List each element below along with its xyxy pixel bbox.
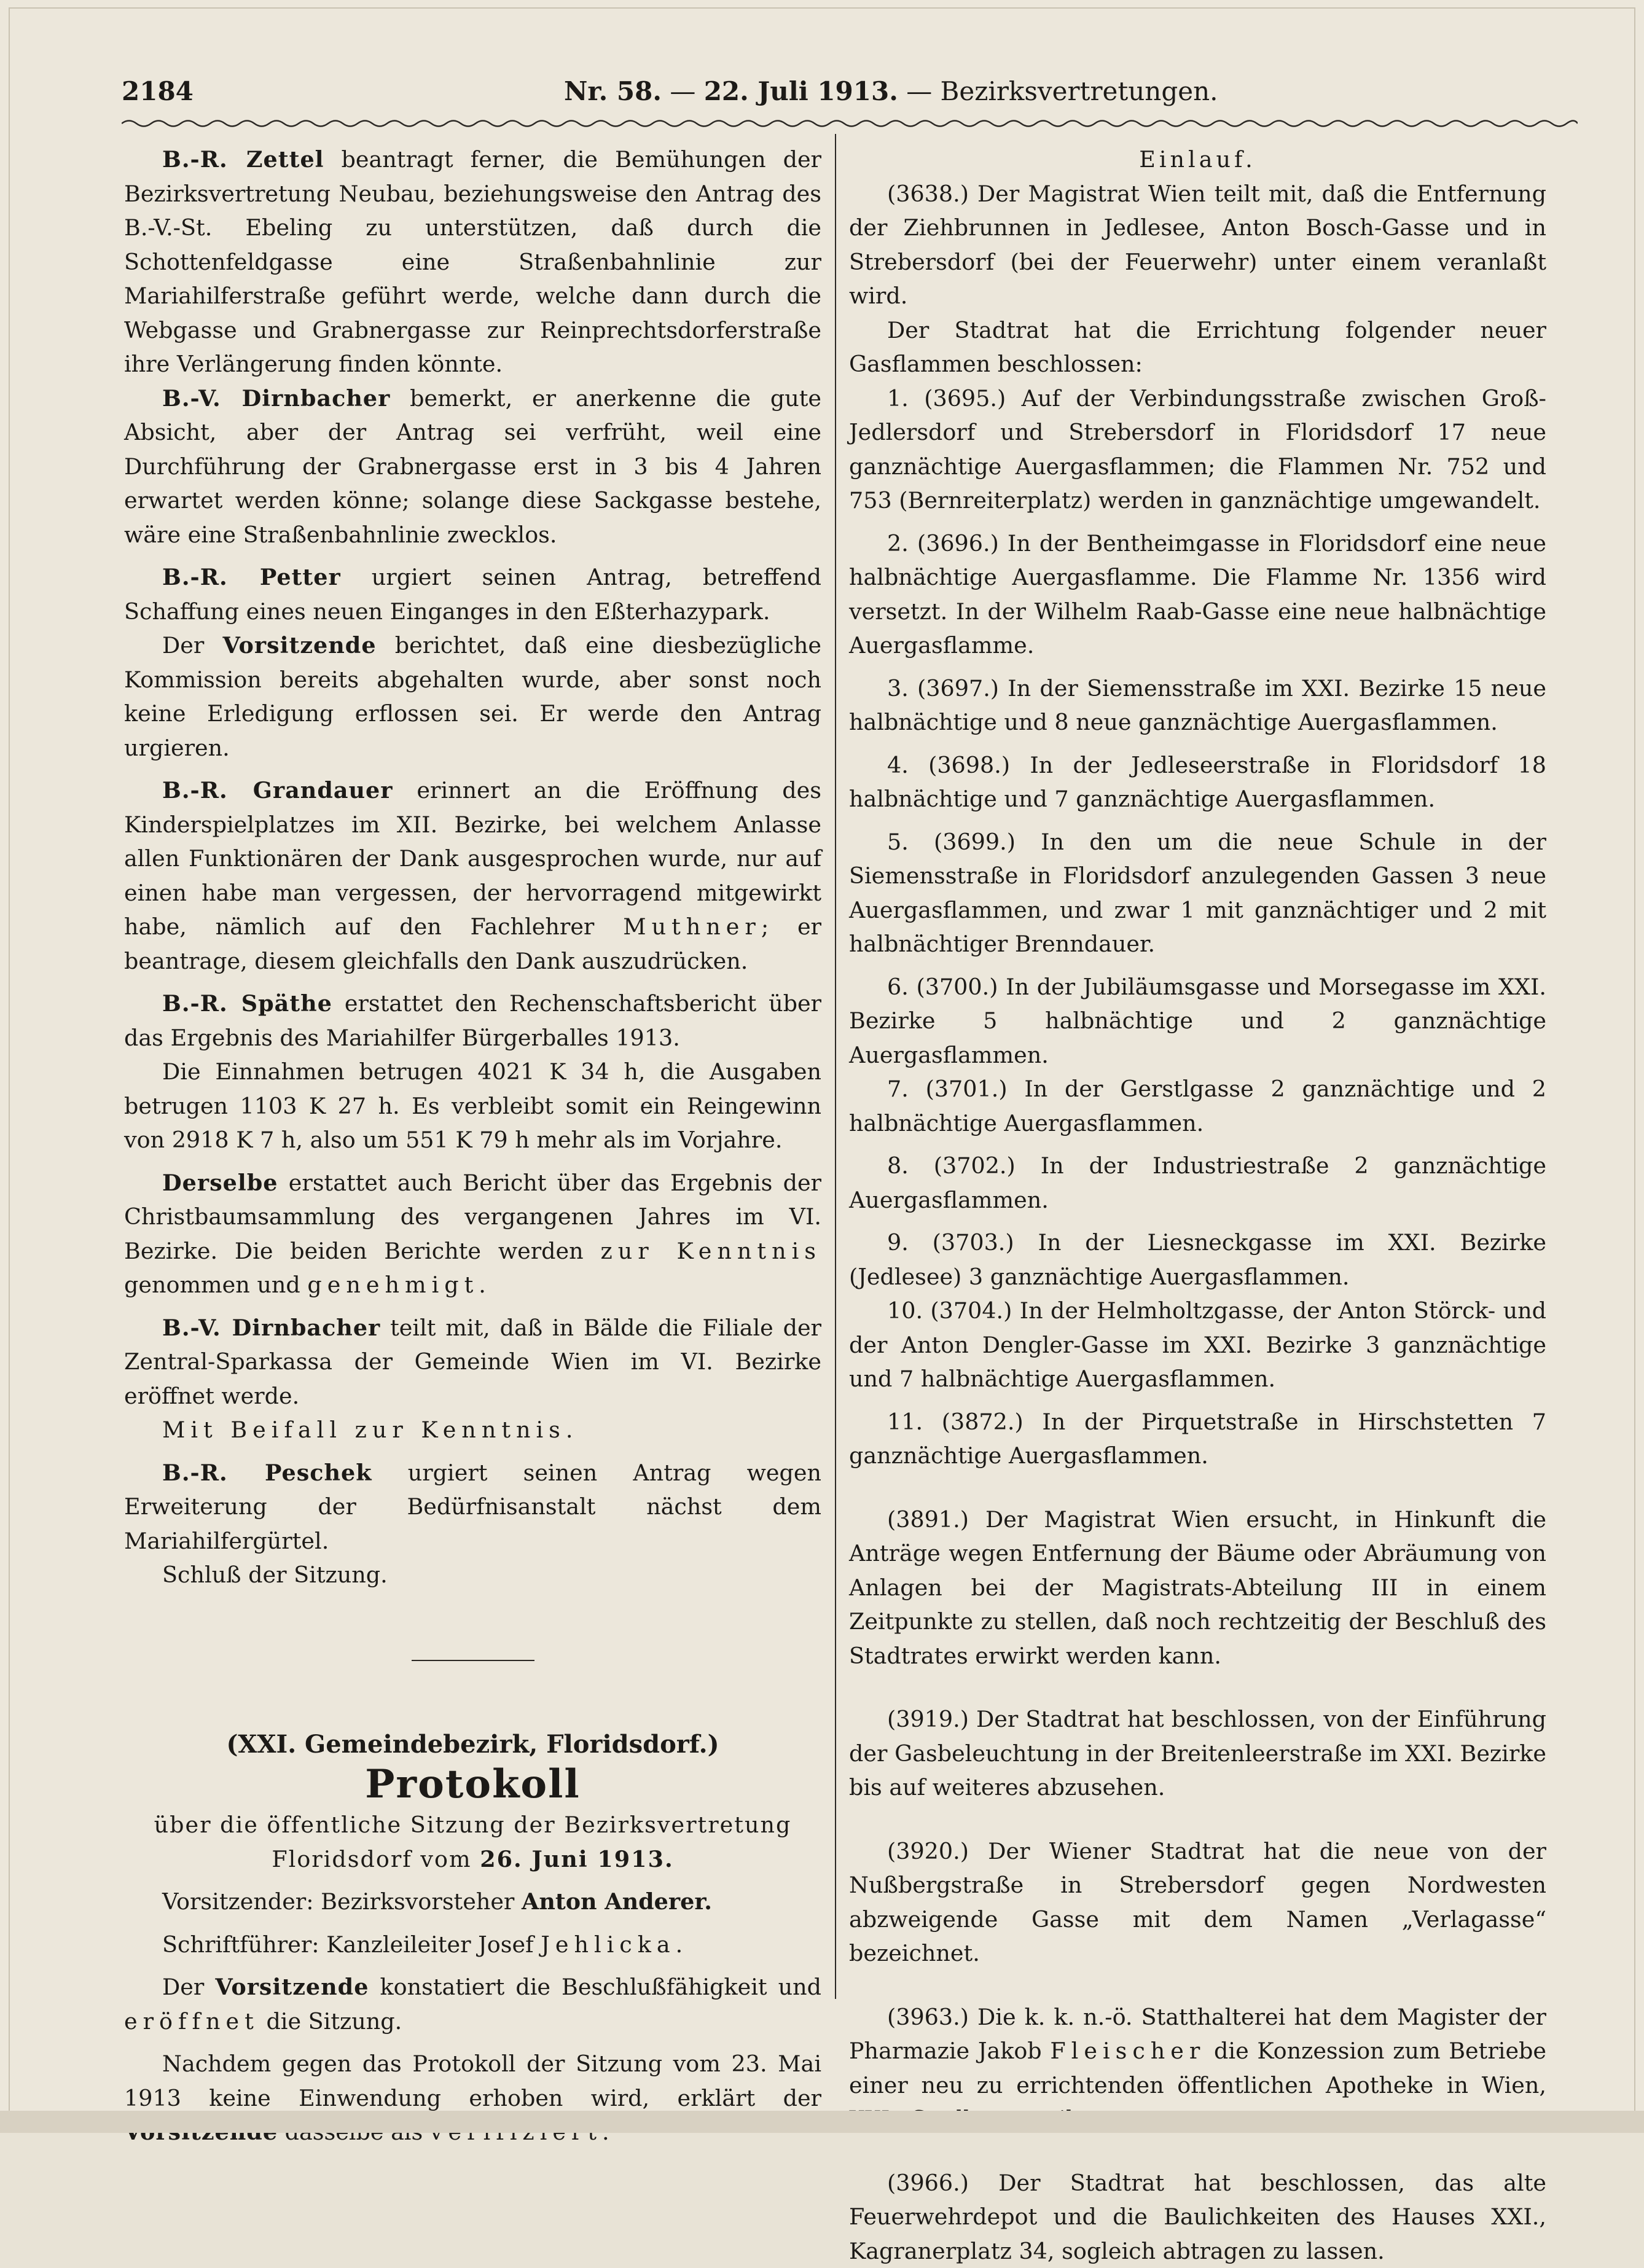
column-divider	[835, 134, 836, 1999]
paragraph-finances: Die Einnahmen betrugen 4021 K 34 h, die Ausgaben betrugen 1103 K 27 h. Es verbleibt somit ein Reingewinn von 2918 K 7 h, also um 551 K 79 h mehr als im Vorjahre.	[124, 1055, 821, 1157]
paragraph-verification: Nachdem gegen das Protokoll der Sitzung vom 23. Mai 1913 keine Einwendung erhoben wird, erklärt der	[124, 2047, 821, 2149]
writer-line: Schriftführer: Kanzleileiter Josef Jehlicka.	[124, 1928, 821, 1962]
entry-3920: (3920.) Der Wiener Stadtrat hat die neue von der Nußbergstraße in Strebersdorf gegen Nordwesten abzweigende Gasse mit dem Namen „Verlagasse“ bezeichnet.	[849, 1834, 1546, 1971]
left-column	[124, 143, 821, 2149]
scan-bottom-margin	[0, 2111, 1644, 2133]
entry-3919: (3919.) Der Stadtrat hat beschlossen, von der Einführung der Gasbeleuchtung in der Breitenleerstraße im XXI. Bezirke bis auf weiteres abzusehen.	[849, 1702, 1546, 1805]
paragraph-text: beantragt ferner, die Bemühungen der Bezirksvertretung Neubau, beziehungsweise den Antrag des B.-V.-St. Ebeling zu unterstützen, daß durch die Schottenfeldgasse eine Straßenbahnlinie zur Mariahilferstraße geführt werde, welche dann durch die Webgasse und Grabnergasse zur Reinprechtsdorferstraße ihre Verlängerung finden könnte.	[124, 146, 821, 377]
header-wavy-rule	[122, 117, 1578, 130]
chair-line: Vorsitzender: Bezirksvorsteher Anton Anderer.	[124, 1885, 821, 1919]
speaker-name: B.-V. Dirnbacher	[162, 1315, 380, 1341]
section-name: Bezirksvertretungen.	[941, 76, 1218, 106]
speaker-name: B.-R. Zettel	[162, 146, 324, 173]
list-item: 11. (3872.) In der Pirquetstraße in Hirschstetten 7 ganznächtige Auergasflammen.	[849, 1405, 1546, 1473]
paragraph-opening: Der Vorsitzende konstatiert die Beschlußfähigkeit und eröffnet die Sitzung.	[124, 1970, 821, 2038]
entry-3963: (3963.) Die k. k. n.-ö. Statthalterei hat dem Magister der Pharmazie Jakob Fleischer die Konzession zum Betriebe einer neu zu errichtenden öffentlichen Apotheke in Wien,	[849, 2000, 1546, 2137]
paragraph-petter	[124, 560, 821, 628]
chair-name: Anton Anderer.	[522, 1888, 712, 1915]
paragraph-dirnbacher	[124, 381, 821, 552]
entry-gasflammen-intro: Der Stadtrat hat die Errichtung folgender neuer Gasflammen beschlossen:	[849, 313, 1546, 381]
paragraph-vorsitzende-report: Der Vorsitzende berichtet, daß eine diesbezügliche Kommission bereits abgehalten wurde, aber sonst noch keine Erledigung erflossen sei. Er werde den Antrag urgieren.	[124, 628, 821, 765]
paragraph-derselbe: Derselbe erstattet auch Bericht über das Ergebnis der Christbaumsammlung des vergangenen Jahres im VI. Bezirke. Die beiden Berichte werden zur Kenntnis genommen und genehmigt.	[124, 1166, 821, 1302]
list-item: 8. (3702.) In der Industriestraße 2 ganznächtige Auergasflammen.	[849, 1149, 1546, 1217]
paragraph-text: berichtet, daß eine diesbezügliche Kommission bereits abgehalten wurde, aber sonst noch keine Erledigung erflossen sei. Er werde den Antrag urgieren.	[124, 632, 821, 761]
paragraph-beifall: Mit Beifall zur Kenntnis.	[124, 1413, 821, 1447]
speaker-name: Vorsitzende	[223, 632, 377, 659]
paragraph-text: erstattet den Rechenschaftsbericht über das Ergebnis des Mariahilfer Bürgerballes 1913.	[124, 990, 821, 1051]
list-item: 7. (3701.) In der Gerstlgasse 2 ganznächtige und 2 halbnächtige Auergasflammen.	[849, 1072, 1546, 1140]
speaker-name: B.-V. Dirnbacher	[162, 385, 390, 412]
list-item: 1. (3695.) Auf der Verbindungsstraße zwischen Groß-Jedlersdorf und Strebersdorf in Floridsdorf 17 neue ganznächtige Auergasflammen; die Flammen Nr. 752 und 753 (Bernreiterplatz) werden in ganznächtige umgewandelt.	[849, 381, 1546, 518]
paragraph-zettel	[124, 143, 821, 381]
speaker-name: B.-R. Grandauer	[162, 777, 393, 804]
header-title: Nr. 58. — 22. Juli 1913. — Bezirksvertretungen.	[564, 76, 1218, 106]
district-heading: (XXI. Gemeindebezirk, Floridsdorf.)	[124, 1727, 821, 1762]
issue-number: Nr. 58.	[564, 76, 662, 106]
writer-name: Jehlicka.	[541, 1931, 688, 1958]
entry-3891: (3891.) Der Magistrat Wien ersucht, in Hinkunft die Anträge wegen Entfernung der Bäume oder Abräumung von Anlagen bei der Magistrats-Abteilung III in einem Zeitpunkte zu stellen, daß noch rechtzeitig der Beschluß des Stadtrates erwirkt werden kann.	[849, 1503, 1546, 1673]
list-item: 5. (3699.) In den um die neue Schule in der Siemensstraße in Floridsdorf anzulegenden Gassen 3 neue Auergasflammen, und zwar 1 mit ganznächtiger und 2 mit halbnächtiger Brenndauer.	[849, 825, 1546, 961]
page-number: 2184	[122, 76, 194, 106]
list-item: 10. (3704.) In der Helmholtzgasse, der Anton Störck- und der Anton Dengler-Gasse im XXI. Bezirke 3 ganznächtige und 7 halbnächtige Auergasflammen.	[849, 1294, 1546, 1396]
einlauf-heading: Einlauf.	[849, 143, 1546, 177]
paragraph-dirnbacher-2	[124, 1311, 821, 1414]
paragraph-text: urgiert seinen Antrag, betreffend Schaffung eines neuen Einganges in den Eßterhazypark.	[124, 564, 821, 625]
list-item: 3. (3697.) In der Siemensstraße im XXI. Bezirke 15 neue halbnächtige und 8 neue ganznächtige Auergasflammen.	[849, 671, 1546, 740]
running-header	[122, 72, 1578, 109]
paragraph-text: teilt mit, daß in Bälde die Filiale der Zentral-Sparkassa der Gemeinde Wien im VI. Bezirke eröffnet werde.	[124, 1315, 821, 1409]
list-item: 6. (3700.) In der Jubiläumsgasse und Morsegasse im XXI. Bezirke 5 halbnächtige und 2 ganznächtige Auergasflammen.	[849, 970, 1546, 1073]
speaker-name: B.-R. Petter	[162, 564, 341, 590]
entry-3966: (3966.) Der Stadtrat hat beschlossen, das alte Feuerwehrdepot und die Baulichkeiten des Hauses XXI., Kagranerplatz 34, sogleich abtragen zu lassen.	[849, 2166, 1546, 2268]
paragraph-grandauer: B.-R. Grandauer erinnert an die Eröffnung des Kinderspielplatzes im XII. Bezirke, bei welchem Anlasse allen Funktionären der Dank ausgesprochen wurde, nur auf einen habe man vergessen, der hervorragend mitgewirkt habe, nämlich auf den Fachlehrer Muthner; er beantrage, diesem gleichfalls den Dank auszudrücken.	[124, 773, 821, 978]
speaker-name: B.-R. Späthe	[162, 990, 332, 1017]
paragraph-text: urgiert seinen Antrag wegen Erweiterung der Bedürfnisanstalt nächst dem Mariahilfergürtel.	[124, 1460, 821, 1554]
right-column	[849, 143, 1546, 2268]
speaker-name: B.-R. Peschek	[162, 1460, 372, 1486]
paragraph-peschek	[124, 1456, 821, 1558]
paragraph-spaethe	[124, 987, 821, 1055]
spaced-name: Muthner	[623, 913, 761, 940]
paragraph-text: bemerkt, er anerkenne die gute Absicht, aber der Antrag sei verfrüht, weil eine Durchführung der Grabnergasse erst in 3 bis 4 Jahren erwartet werden könne; solange diese Sackgasse bestehe, wäre eine Straßenbahnlinie zwecklos.	[124, 385, 821, 548]
spaced-name: Fleischer	[1050, 2038, 1205, 2064]
list-item: 4. (3698.) In der Jedleseerstraße in Floridsdorf 18 halbnächtige und 7 ganznächtige Auergasflammen.	[849, 748, 1546, 816]
list-item: 9. (3703.) In der Liesneckgasse im XXI. Bezirke (Jedlesee) 3 ganznächtige Auergasflammen.	[849, 1226, 1546, 1294]
issue-date: 22. Juli 1913.	[704, 76, 898, 106]
entry-3638: (3638.) Der Magistrat Wien teilt mit, daß die Entfernung der Ziehbrunnen in Jedlesee, Anton Bosch-Gasse und in Strebersdorf (bei der Feuerwehr) unter einem veranlaßt wird.	[849, 177, 1546, 313]
session-date: 26. Juni 1913.	[480, 1846, 673, 1872]
protokoll-title: Protokoll	[124, 1761, 821, 1808]
paragraph-schluss: Schluß der Sitzung.	[124, 1558, 821, 1592]
speaker-name: Derselbe	[162, 1170, 278, 1196]
protokoll-subtitle: über die öffentliche Sitzung der Bezirksvertretung Floridsdorf vom 26. Juni 1913.	[124, 1808, 821, 1876]
section-rule	[412, 1660, 534, 1661]
list-item: 2. (3696.) In der Bentheimgasse in Floridsdorf eine neue halbnächtige Auergasflamme. Die Flamme Nr. 1356 wird versetzt. In der Wilhelm Raab-Gasse eine neue halbnächtige Auergasflamme.	[849, 526, 1546, 663]
